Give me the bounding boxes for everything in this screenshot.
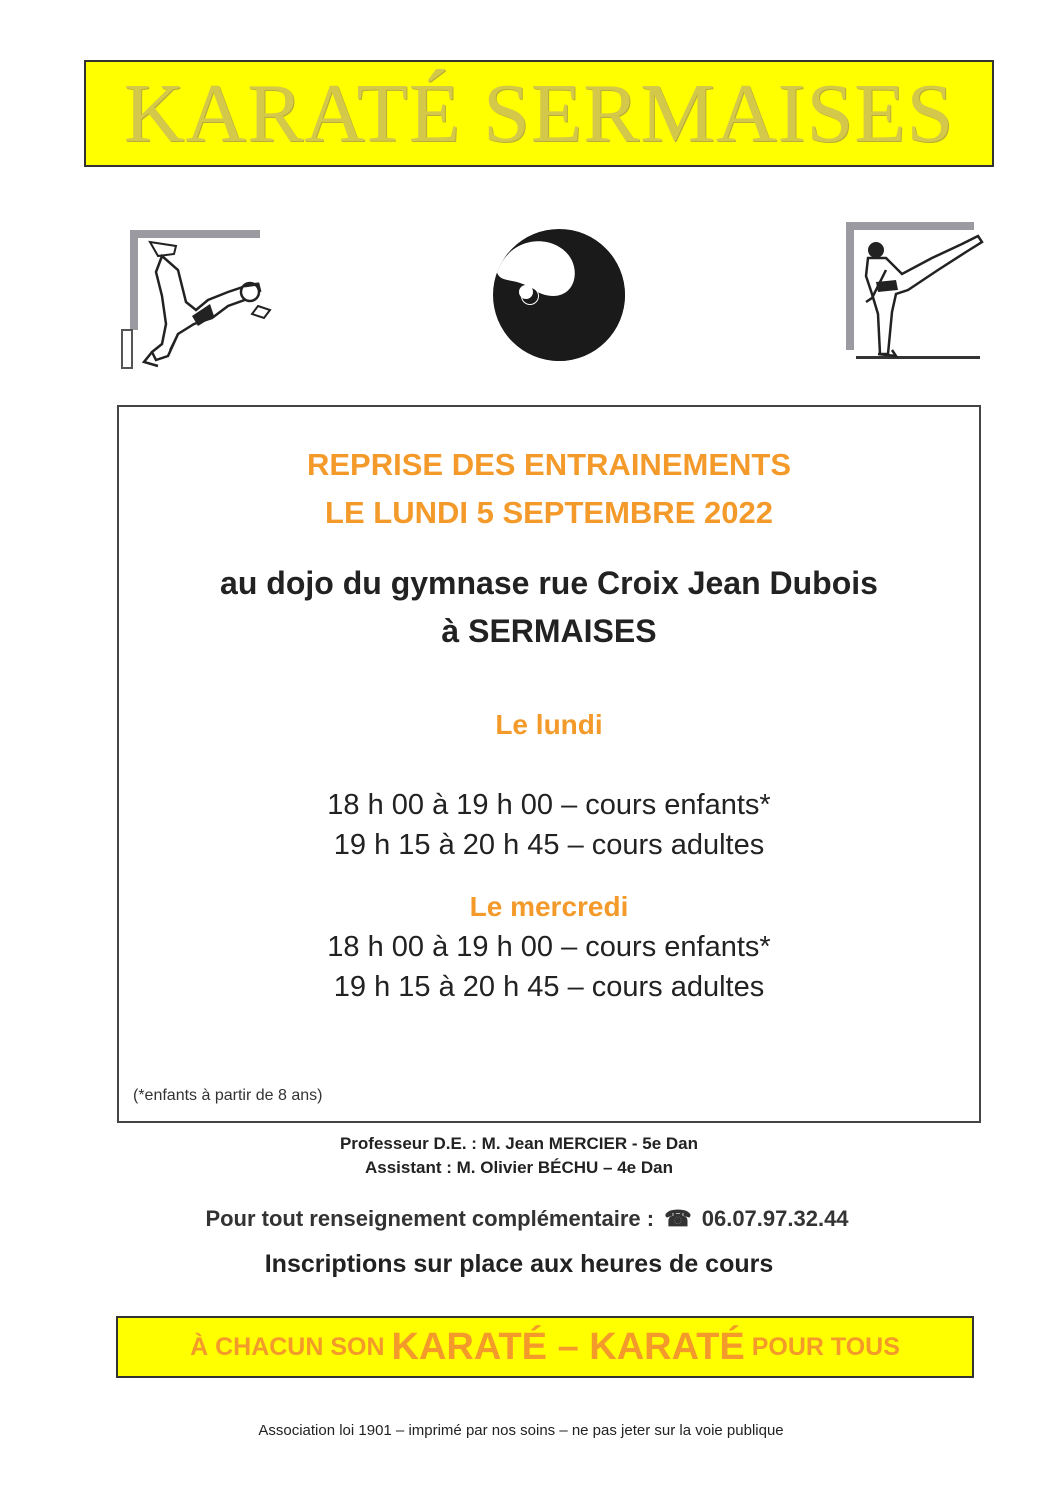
wednesday-slot-adults: 19 h 15 à 20 h 45 – cours adultes	[333, 971, 765, 1003]
location-line-2: à SERMAISES	[441, 613, 657, 649]
karateka-high-kick-figure	[842, 218, 988, 364]
contact-line	[0, 1206, 1054, 1232]
inscriptions-line: Inscriptions sur place aux heures de cours	[264, 1250, 774, 1278]
slogan-part-3: POUR TOUS	[744, 1332, 900, 1361]
assistant-line: Assistant : M. Olivier BÉCHU – 4e Dan	[365, 1158, 673, 1177]
karateka-crouching-kick-figure	[118, 226, 278, 370]
professor-line: Professeur D.E. : M. Jean MERCIER - 5e Dan	[339, 1134, 699, 1153]
phone-number: 06.07.97.32.44	[701, 1206, 849, 1231]
monday-slot-adults: 19 h 15 à 20 h 45 – cours adultes	[333, 829, 765, 861]
slogan-part-1: À CHACUN SON	[190, 1332, 392, 1361]
slogan-banner	[116, 1316, 974, 1378]
footer-note: Association loi 1901 – imprimé par nos soins – ne pas jeter sur la voie publique	[258, 1422, 784, 1439]
phone-icon: ☎	[664, 1206, 692, 1231]
page-title: KARATÉ SERMAISES	[123, 67, 955, 160]
contact-text: Pour tout renseignement complémentaire :	[205, 1206, 655, 1231]
reprise-date: LE LUNDI 5 SEPTEMBRE 2022	[325, 495, 773, 530]
age-footnote: (*enfants à partir de 8 ans)	[133, 1087, 323, 1104]
location-line-1: au dojo du gymnase rue Croix Jean Dubois	[220, 565, 878, 601]
monday-slot-kids: 18 h 00 à 19 h 00 – cours enfants*	[327, 789, 771, 821]
wednesday-slot-kids: 18 h 00 à 19 h 00 – cours enfants*	[327, 931, 771, 963]
title-banner	[84, 60, 994, 167]
reprise-heading: REPRISE DES ENTRAINEMENTS	[306, 447, 791, 482]
slogan-part-2: KARATÉ – KARATÉ	[391, 1325, 745, 1368]
wednesday-label: Le mercredi	[469, 891, 629, 922]
yin-yang-icon	[490, 226, 628, 364]
monday-label: Le lundi	[495, 709, 603, 740]
schedule-box	[117, 405, 981, 1123]
